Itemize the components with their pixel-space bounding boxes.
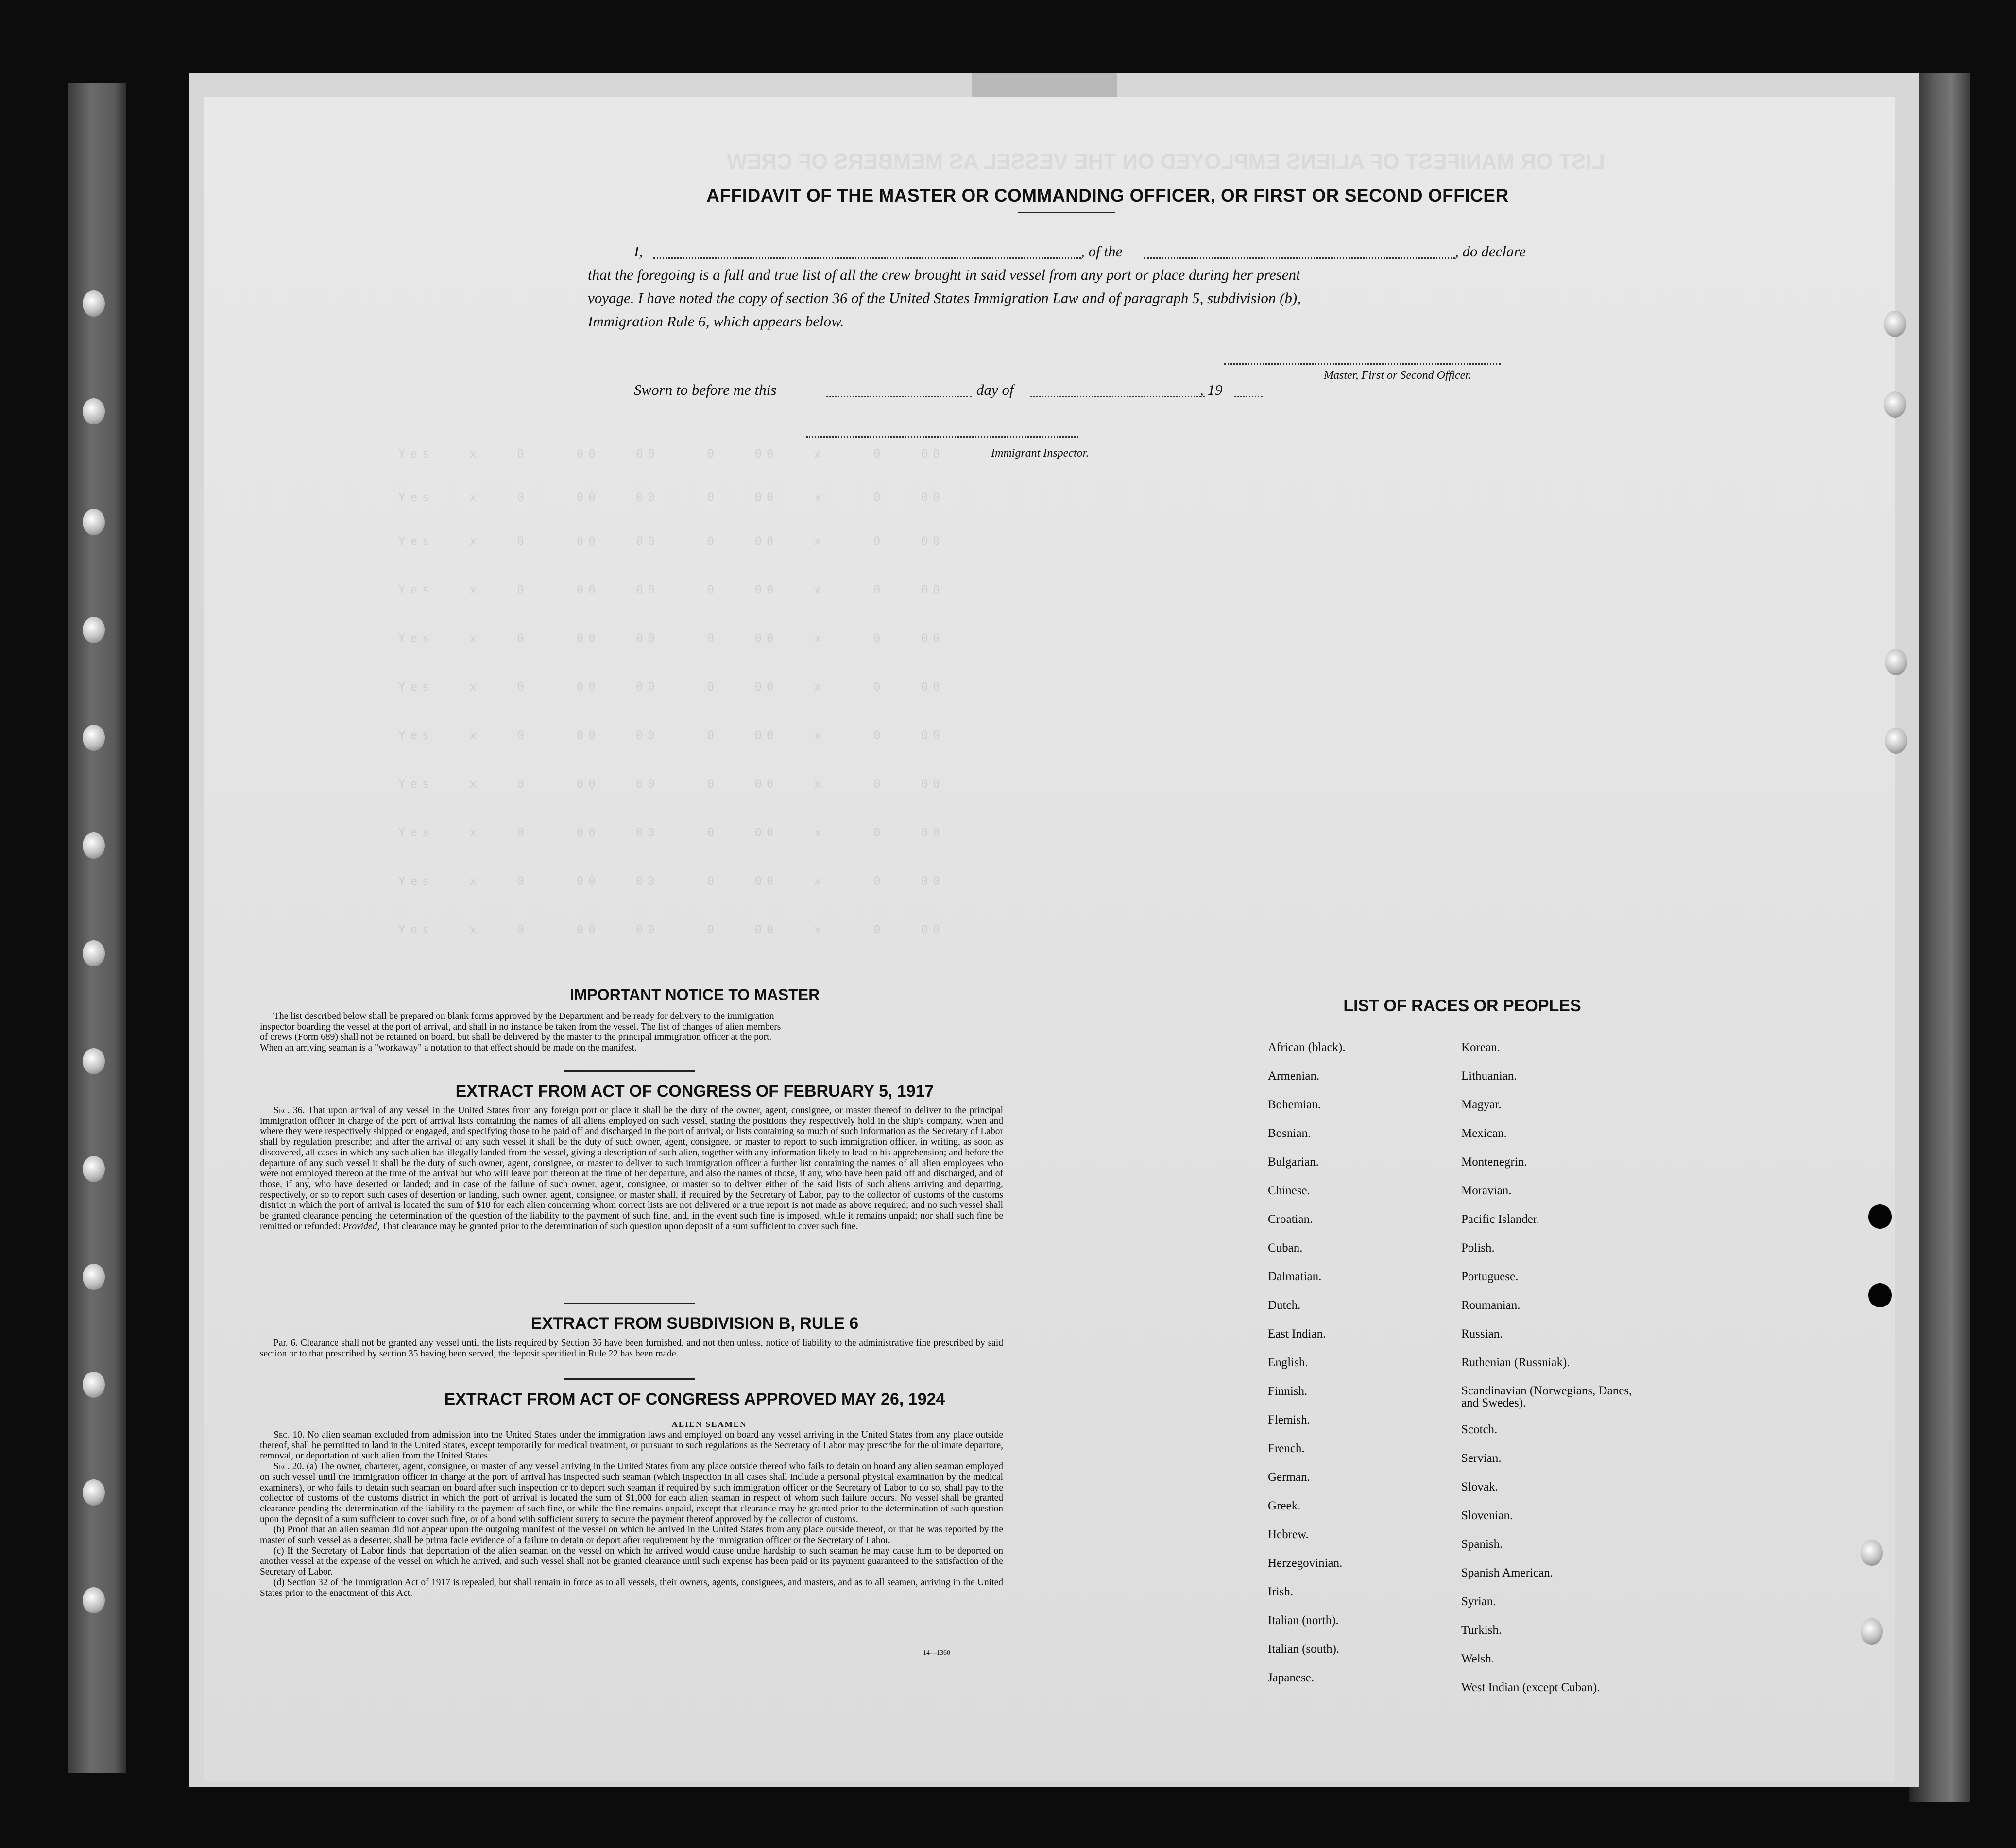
race-item: Ruthenian (Russniak). [1461,1356,1570,1369]
race-item: African (black). [1268,1041,1346,1054]
binding-strip-left [68,83,126,1773]
race-item: Slovenian. [1461,1509,1513,1522]
races-column-1 [1268,1041,1472,1700]
sec-20c-text: (c) If the Secretary of Labor finds that deportation of the alien seaman on the vessel on which he arrived would cause undue hardship to such seaman he may cause him to be deported on another vessel at the expense of the vessel on which he arrived, and such vessel shall not be granted clearance until such expense has been paid or its payment guaranteed to the satisfaction of the Secretary of Labor. [260,1545,1003,1577]
extract-rule6-title: EXTRACT FROM SUBDIVISION B, RULE 6 [530,1314,859,1333]
year-prefix: , 19 [1200,381,1223,398]
race-item: Chinese. [1268,1184,1310,1197]
race-item: East Indian. [1268,1327,1326,1340]
race-item: Dalmatian. [1268,1270,1322,1283]
race-item: Pacific Islander. [1461,1213,1540,1226]
provided-term: Provided, [342,1221,380,1232]
race-item: Polish. [1461,1241,1495,1255]
form-number: 14—1360 [923,1649,950,1657]
binder-hole [83,398,105,424]
binder-hole [1884,311,1906,337]
race-item: French. [1268,1442,1305,1455]
race-item: Bohemian. [1268,1098,1321,1111]
sworn-label: Sworn to before me this [634,381,777,398]
extract-1924-text [260,1430,1003,1598]
race-item: Hebrew. [1268,1528,1309,1541]
race-item: Welsh. [1461,1652,1495,1665]
sec-36-label: Sec. 36. [273,1105,305,1116]
inspector-label: Immigrant Inspector. [991,447,1089,459]
binder-hole [83,1372,105,1398]
race-item: Finnish. [1268,1385,1308,1398]
race-item: Scotch. [1461,1423,1498,1436]
race-item: Russian. [1461,1327,1503,1340]
vessel-blank [1144,257,1455,259]
race-item: Armenian. [1268,1069,1320,1083]
race-item: Moravian. [1461,1184,1512,1197]
affidavit-line-2: that the foregoing is a full and true list of all the crew brought in said vessel from any port or place during her present [588,266,1300,283]
sec-20b-text: (b) Proof that an alien seaman did not appear upon the outgoing manifest of the vessel on which he arrived in the United States from any place outside thereof, or that he was reported by the master of such vessel as a deserter, shall be prima facie evidence of a failure to detain or deport after requirement by the immigration officer or the Secretary of Labor. [260,1525,1003,1546]
sec-20d-text: (d) Section 32 of the Immigration Act of 1917 is repealed, but shall remain in force as to all vessels, their owners, agents, consignees, and masters, and as to all seamen, arriving in the United States prior to the enactment of this Act. [260,1577,1003,1598]
binder-hole [1861,1540,1883,1566]
affidavit-of-the: , of the [1081,243,1123,260]
binder-hole [83,1587,105,1613]
race-item: Magyar. [1461,1098,1502,1111]
race-item: Lithuanian. [1461,1069,1517,1083]
day-of-label: day of [976,381,1014,398]
race-item: Irish. [1268,1585,1294,1598]
binder-hole [83,1264,105,1290]
race-item: West Indian (except Cuban). [1461,1681,1600,1694]
sec-20-label: Sec. 20. [273,1461,305,1472]
race-item: Croatian. [1268,1213,1313,1226]
race-item: Italian (south). [1268,1643,1340,1656]
race-item: Japanese. [1268,1671,1315,1684]
inspector-blank [806,436,1078,438]
year-blank [1234,396,1263,397]
binder-hole [83,832,105,859]
race-item: Dutch. [1268,1299,1301,1312]
race-item: Roumanian. [1461,1299,1521,1312]
affidavit-line-4: Immigration Rule 6, which appears below. [588,313,844,330]
notice-title: IMPORTANT NOTICE TO MASTER [569,986,820,1003]
sec-36-text: That upon arrival of any vessel in the United States from any foreign port or place it shall be the duty of the owner, agent, consignee, or master thereof to deliver to the principal immigration officer in charge of the port of arrival lists containing the names of all aliens employed on such vessel, stating the positions they respectively hold in the ship's company, when and where they were respectively shipped or engaged, and specifying those to be paid off and discharged in the port of arrival; or lists containing so much of such information as the Secretary of Labor shall by regulation prescribe; and after the arrival of any such vessel it shall be the duty of such owner, agent, consignee, or master to report to such immigration officer, in writing, as soon as discovered, all cases in which any such alien has illegally landed from the vessel, giving a description of such alien, together with any information likely to lead to his apprehension; and before the departure of any such vessel it shall be the duty of such owner, agent, consignee, or master to deliver to such immigration officer a further list containing the names of all alien employees who were not employed thereon at the time of the arrival but who will leave port thereon at the time of her departure, and also the names of those, if any, who have been paid off and discharged, and of those, if any, who have deserted or landed; and in case of the failure of such owner, agent, consignee, or master so to deliver either of the said lists of such aliens arriving and departing, respectively, or so to report such cases of desertion or landing, such owner, agent, consignee, or master shall, if required by the Secretary of Labor, pay to the collector of customs of the customs district in which the port of arrival is located the sum of $10 for each alien concerning whom correct lists are not delivered or a true report is not made as above required; and no such vessel shall be granted clearance pending the determination of the question of the liability to the payment of such fine, and, in the event such fine is imposed, while it remains unpaid; nor shall such fine be remitted or refunded: [260,1105,1003,1232]
affidavit-declare: , do declare [1455,243,1526,260]
binder-hole [83,1156,105,1182]
binder-hole [83,1479,105,1506]
extract-rule6-text [260,1338,1003,1359]
show-through-heading: LIST OR MANIFEST OF ALIENS EMPLOYED ON THE VESSEL AS MEMBERS OF CREW [727,150,1605,173]
binder-hole [1884,391,1906,418]
notice-line: inspector boarding the vessel at the port of arrival, and shall in no instance be taken from the vessel. The list of changes of alien members [260,1021,781,1032]
section-divider [564,1070,695,1072]
extract-1917-title: EXTRACT FROM ACT OF CONGRESS OF FEBRUARY 5, 1917 [455,1082,934,1101]
title-divider [1018,212,1115,213]
binder-hole [83,509,105,535]
race-item: Bulgarian. [1268,1155,1319,1169]
race-item: Syrian. [1461,1595,1496,1608]
name-blank [653,257,1081,259]
month-blank [1030,396,1205,397]
punch-hole [1868,1204,1892,1229]
section-divider [564,1303,695,1304]
binder-hole [83,725,105,751]
alien-seamen-subtitle: ALIEN SEAMEN [671,1420,747,1429]
section-divider [564,1378,695,1380]
sec-10-label: Sec. 10. [273,1430,305,1440]
race-item: Cuban. [1268,1241,1303,1255]
notice-line: of crews (Form 689) shall not be retained on board, but shall be delivered by the master to the principal immigration officer at the port. [260,1032,772,1043]
notice-line: The list described below shall be prepared on blank forms approved by the Department and be ready for delivery to the immigration [273,1011,774,1021]
race-item: Turkish. [1461,1624,1502,1637]
extract-1917-text [260,1105,1003,1232]
races-title: LIST OF RACES OR PEOPLES [1343,997,1581,1015]
signature-blank [1224,363,1501,365]
race-item: Portuguese. [1461,1270,1519,1283]
races-column-2 [1461,1041,1665,1710]
sec-10-text: No alien seaman excluded from admission into the United States under the immigration laws and employed on board any vessel arriving in the United States from any place outside thereof, shall be permitted to land in the United States, except temporarily for medical treatment, or pursuant to such regulations as the Secretary of Labor may prescribe for the ultimate departure, removal, or deportation of such alien from the United States. [260,1430,1004,1461]
race-item: Scandinavian (Norwegians, Danes, and Swedes). [1461,1384,1632,1409]
race-item: Mexican. [1461,1127,1507,1140]
binder-hole [83,290,105,317]
binder-hole [1885,649,1907,675]
sec-20a-text: (a) The owner, charterer, agent, consignee, or master of any vessel arriving in the United States from any place outside thereof who fails to detain on board any alien seaman employed on such vessel until the immigration officer in charge at the port of arrival has inspected such seaman (which inspection in all cases shall include a personal physical examination by the medical examiners), or who fails to detain such seaman on board after such inspection or to deport such seaman if required by such immigration officer or the Secretary of Labor to do so, shall pay to the collector of customs of the customs district in which the port of arrival is located the sum of $1,000 for each alien seaman in respect of whom such failure occurs. No vessel shall be granted clearance pending the determination of the liability to the payment of such fine, or while the fine remains unpaid, except that clearance may be granted prior to the determination of such question upon the deposit of a sum sufficient to cover such fine, or of a bond with sufficient surety to secure the payment thereof approved by the collector of customs. [260,1461,1003,1525]
race-item: English. [1268,1356,1308,1369]
punch-hole [1868,1283,1892,1307]
binder-hole [83,1048,105,1074]
race-item: Spanish. [1461,1538,1503,1551]
race-item: German. [1268,1471,1310,1484]
race-item: Spanish American. [1461,1566,1553,1579]
signature-label: Master, First or Second Officer. [1324,369,1471,382]
race-item: Montenegrin. [1461,1155,1527,1169]
binder-hole [1861,1618,1883,1645]
binder-hole [1885,728,1907,754]
affidavit-title: AFFIDAVIT OF THE MASTER OR COMMANDING OFFICER, OR FIRST OR SECOND OFFICER [706,186,1509,205]
race-item: Herzegovinian. [1268,1557,1343,1570]
extract-1924-title: EXTRACT FROM ACT OF CONGRESS APPROVED MAY 26, 1924 [444,1390,945,1408]
affidavit-i: I, [634,243,643,260]
race-item: Servian. [1461,1452,1502,1465]
binder-hole [83,940,105,966]
notice-text [260,1011,1003,1053]
race-item: Flemish. [1268,1413,1310,1426]
race-item: Greek. [1268,1499,1301,1512]
race-item: Italian (north). [1268,1614,1339,1627]
notice-line: When an arriving seaman is a "workaway" a notation to that effect should be made on the manifest. [260,1043,637,1053]
affidavit-line-3: voyage. I have noted the copy of section 36 of the United States Immigration Law and of paragraph 5, subdivision (b), [588,289,1301,306]
day-blank [826,396,972,397]
race-item: Slovak. [1461,1480,1498,1493]
race-item: Bosnian. [1268,1127,1311,1140]
rule6-paragraph: Par. 6. Clearance shall not be granted any vessel until the lists required by Section 36 have been furnished, and not then unless, notice of liability to the administrative fine prescribed by said section or to that prescribed by section 35 having been served, the deposit specified in Rule 22 has been made. [260,1338,1003,1359]
sec-36-text-end: That clearance may be granted prior to the determination of such question upon deposit of a sum sufficient to cover such fine. [381,1221,858,1232]
race-item: Korean. [1461,1041,1500,1054]
binder-hole [83,617,105,643]
